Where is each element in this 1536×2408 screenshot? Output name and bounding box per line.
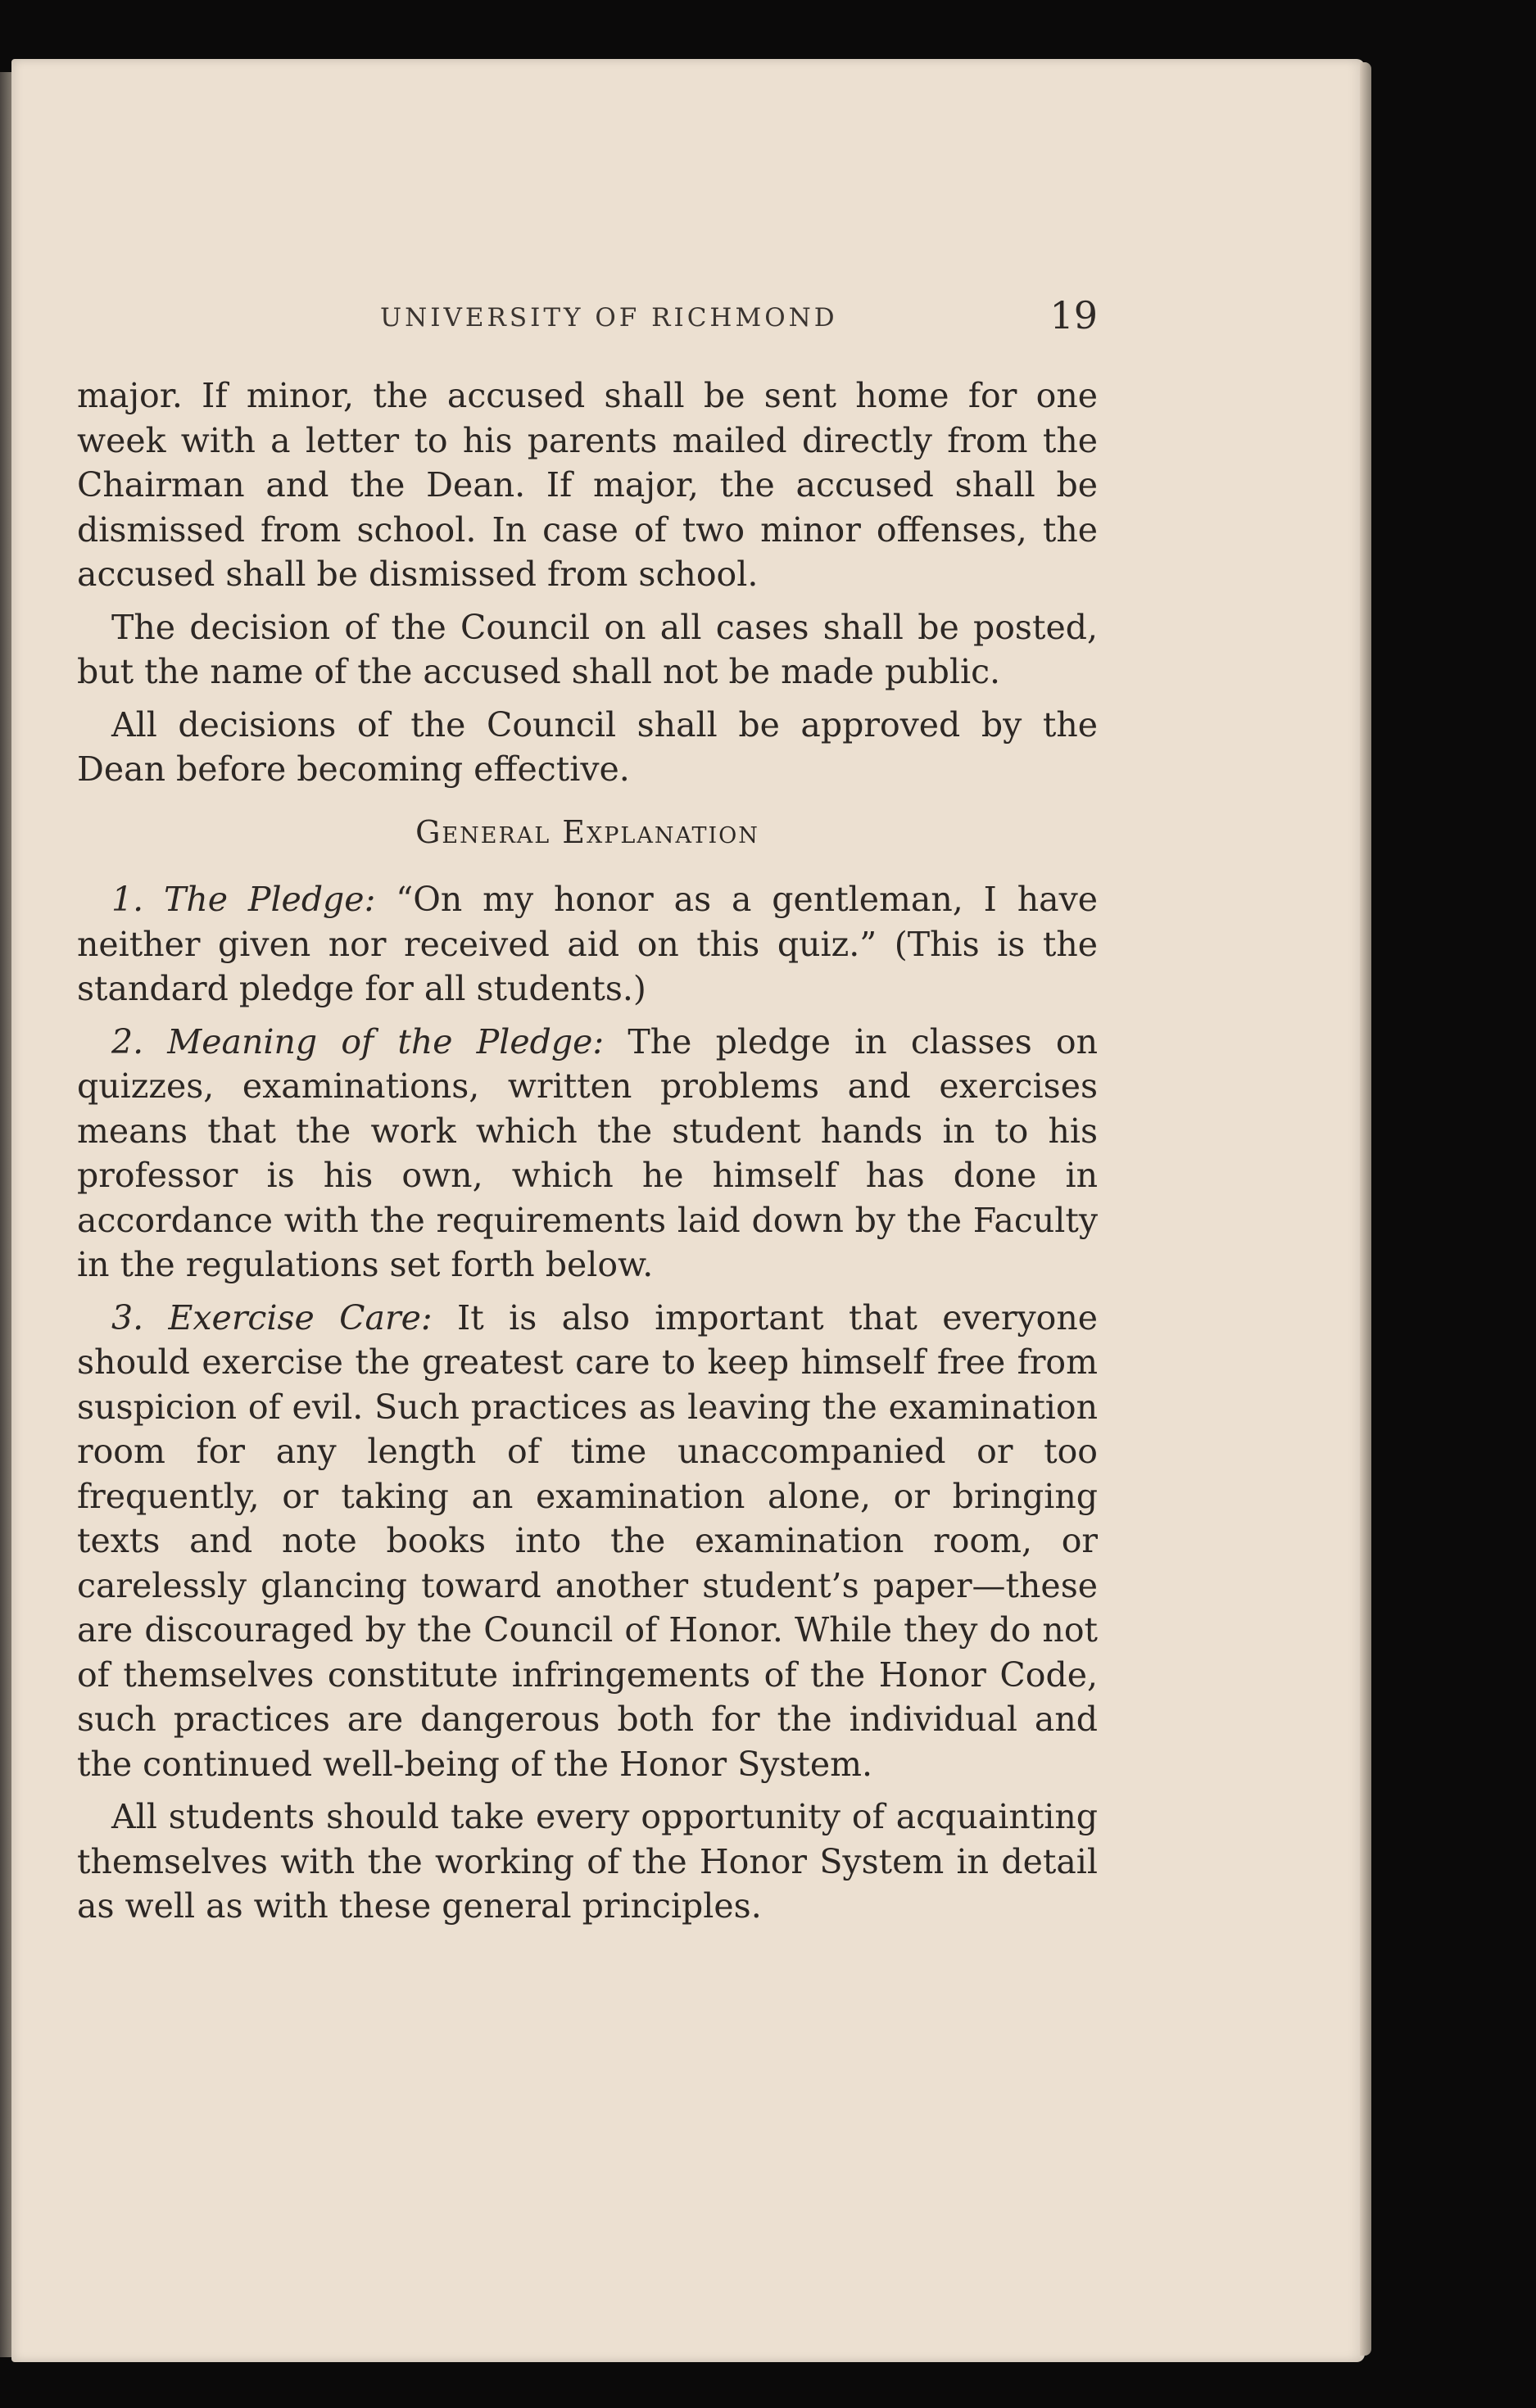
section-pledge-label: 1. The Pledge: [111, 880, 376, 919]
section-care [77, 1296, 1098, 1787]
section-meaning [77, 1020, 1098, 1288]
running-head [77, 293, 1098, 341]
section-pledge-text: “On my honor as a gentleman, I have neither given nor received aid on this quiz.” (This is the standard pledge for all students.) [77, 880, 1098, 1008]
page-number: 19 [1049, 293, 1098, 337]
paragraph-approval: All decisions of the Council shall be approved by the Dean before becoming effective. [77, 704, 1098, 789]
section-heading: General Explanation [415, 813, 759, 850]
paragraph-major-minor: major. If minor, the accused shall be sent home for one week with a letter to his parents mailed directly from the Chairman and the Dean. If major, the accused shall be dismissed from school. In case of two minor offenses, the accused shall be dismissed from school. [77, 376, 1098, 594]
page-body [77, 373, 1098, 1937]
section-care-label: 3. Exercise Care: [111, 1297, 433, 1338]
paragraph-decision: The decision of the Council on all cases shall be posted, but the name of the accused shall not be made public. [77, 607, 1098, 691]
page-edge [1360, 62, 1371, 2356]
running-title: UNIVERSITY OF RICHMOND [380, 303, 838, 333]
section-care-text: It is also important that everyone should exercise the greatest care to keep himself free from suspicion of evil. Such practices as leaving the examination room for any length of time unaccompanied or too frequently, or taking an examination alone, or bringing texts and note books into the examination room, or carelessly glancing toward another student’s paper—these are discouraged by the Council of Honor. While they do not of themselves constitute infringements of the Honor Code, such practices are dangerous both for the individual and the continued well-being of the Honor System. [77, 1297, 1099, 1784]
section-meaning-text: The pledge in classes on quizzes, examinations, written problems and exercises means that the work which the student hands in to his professor is his own, which he himself has done in accordance with the requirements laid down by the Faculty in the regulations set forth below. [77, 1021, 1098, 1284]
section-meaning-label: 2. Meaning of the Pledge: [111, 1021, 605, 1061]
closing-paragraph: All students should take every opportunity of acquainting themselves with the working of the Honor System in detail as well as with these general principles. [77, 1797, 1098, 1926]
section-pledge [77, 877, 1098, 1012]
